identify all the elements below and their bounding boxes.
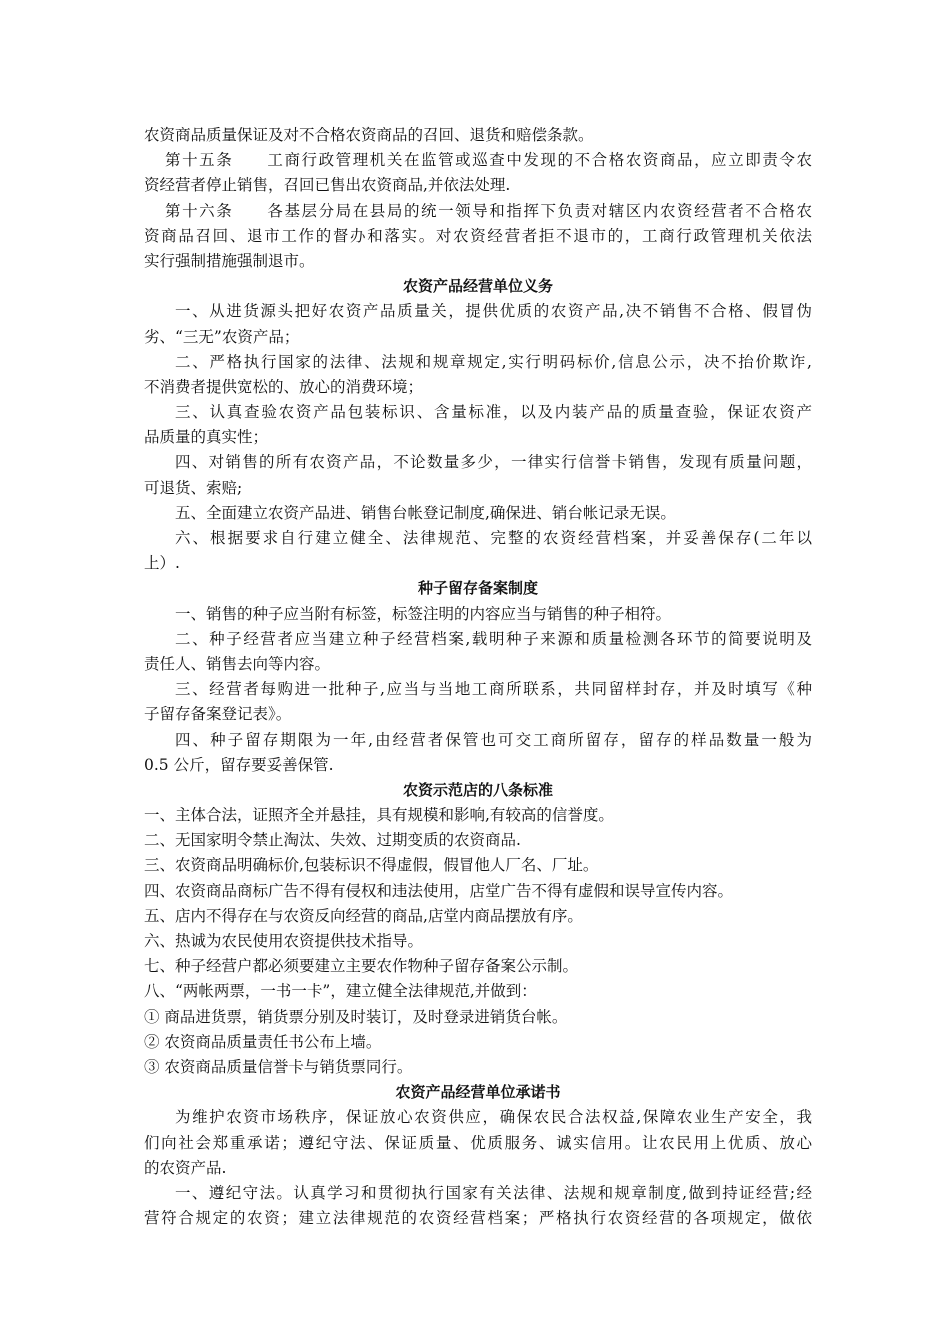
list-item: ① 商品进货票，销货票分别及时装订，及时登录进销货台帐。 <box>144 1007 568 1026</box>
section-title: 农资产品经营单位承诺书 <box>395 1083 561 1102</box>
text-line: 一、从进货源头把好农资产品质量关，提供优质的农资产品,决不销售不合格、假冒伪 <box>175 302 812 321</box>
text-line: 可退货、索赔; <box>144 478 243 497</box>
document-page <box>144 123 812 1231</box>
list-item: 八、“两帐两票，一书一卡”，建立健全法律规范,并做到： <box>144 982 537 1001</box>
text-line: 0.5 公斤，留存要妥善保管. <box>144 755 334 774</box>
section-model-store-standards <box>144 778 812 1080</box>
list-item: ③ 农资商品质量信誉卡与销货票同行。 <box>144 1057 413 1076</box>
regulation-articles <box>144 123 812 274</box>
text-line: 营符合规定的农资；建立法律规范的农资经营档案；严格执行农资经营的各项规定，做依 <box>144 1209 812 1228</box>
text-line: 二、种子经营者应当建立种子经营档案,载明种子来源和质量检测各环节的简要说明及 <box>175 629 812 648</box>
text-line: 五、全面建立农资产品进、销售台帐登记制度,确保进、销台帐记录无误。 <box>175 503 676 522</box>
section-commitment-letter <box>144 1080 812 1231</box>
text-line: 二、严格执行国家的法律、法规和规章规定,实行明码标价,信息公示，决不抬价欺诈, <box>175 352 812 371</box>
text-line: 四、对销售的所有农资产品，不论数量多少，一律实行信誉卡销售，发现有质量问题， <box>175 453 812 472</box>
text-line: 为维护农资市场秩序，保证放心农资供应，确保农民合法权益,保障农业生产安全，我 <box>175 1108 812 1127</box>
text-line: 子留存备案登记表》。 <box>144 705 292 724</box>
list-item: 二、无国家明令禁止淘汰、失效、过期变质的农资商品. <box>144 831 521 850</box>
list-item: 五、店内不得存在与农资反向经营的商品,店堂内商品摆放有序。 <box>144 906 583 925</box>
text-line: 实行强制措施强制退市。 <box>144 251 315 270</box>
list-item: 六、热诚为农民使用农资提供技术指导。 <box>144 932 424 950</box>
text-line: 农资商品质量保证及对不合格农资商品的召回、退货和赔偿条款。 <box>144 126 594 144</box>
list-item: ② 农资商品质量责任书公布上墙。 <box>144 1032 382 1051</box>
text-line: 第十六条 各基层分局在县局的统一领导和指挥下负责对辖区内农资经营者不合格农 <box>165 201 812 220</box>
text-line: 的农资产品. <box>144 1158 227 1177</box>
text-line: 资经营者停止销售，召回已售出农资商品,并依法处理. <box>144 176 511 195</box>
text-line: 资商品召回、退市工作的督办和落实。对农资经营者拒不退市的，工商行政管理机关依法 <box>144 226 812 245</box>
text-line: 品质量的真实性； <box>144 428 269 447</box>
list-item: 七、种子经营户都必须要建立主要农作物种子留存备案公示制。 <box>144 957 579 976</box>
text-line: 三、认真查验农资产品包装标识、含量标准，以及内装产品的质量查验，保证农资产 <box>175 403 812 422</box>
section-title: 农资产品经营单位义务 <box>402 277 553 296</box>
section-seed-retention <box>144 576 812 778</box>
text-line: 一、销售的种子应当附有标签，标签注明的内容应当与销售的种子相符。 <box>175 604 672 623</box>
list-item: 三、农资商品明确标价,包装标识不得虚假，假冒他人厂名、厂址。 <box>144 856 599 875</box>
text-line: 一、遵纪守法。认真学习和贯彻执行国家有关法律、法规和规章制度,做到持证经营;经 <box>175 1183 812 1202</box>
section-title: 农资示范店的八条标准 <box>402 780 553 799</box>
section-title: 种子留存备案制度 <box>417 579 538 598</box>
text-line: 劣、“三无”农资产品； <box>144 327 300 346</box>
text-line: 责任人、销售去向等内容。 <box>144 654 331 673</box>
text-line: 六、根据要求自行建立健全、法律规范、完整的农资经营档案，并妥善保存(二年以 <box>175 529 812 547</box>
text-line: 三、经营者每购进一批种子,应当与当地工商所联系，共同留样封存，并及时填写《种 <box>175 680 812 699</box>
text-line: 四、种子留存期限为一年,由经营者保管也可交工商所留存，留存的样品数量一般为 <box>175 730 812 749</box>
text-line: 上）. <box>144 554 180 573</box>
section-obligations <box>144 274 812 576</box>
text-line: 们向社会郑重承诺；遵纪守法、保证质量、优质服务、诚实信用。让农民用上优质、放心 <box>144 1133 812 1152</box>
text-line: 第十五条 工商行政管理机关在监管或巡查中发现的不合格农资商品，应立即责令农 <box>165 151 812 170</box>
list-item: 四、农资商品商标广告不得有侵权和违法使用，店堂广告不得有虚假和误导宣传内容。 <box>144 881 734 900</box>
list-item: 一、主体合法，证照齐全并悬挂，具有规模和影响,有较高的信誉度。 <box>144 806 614 825</box>
text-line: 不消费者提供宽松的、放心的消费环境； <box>144 377 424 396</box>
